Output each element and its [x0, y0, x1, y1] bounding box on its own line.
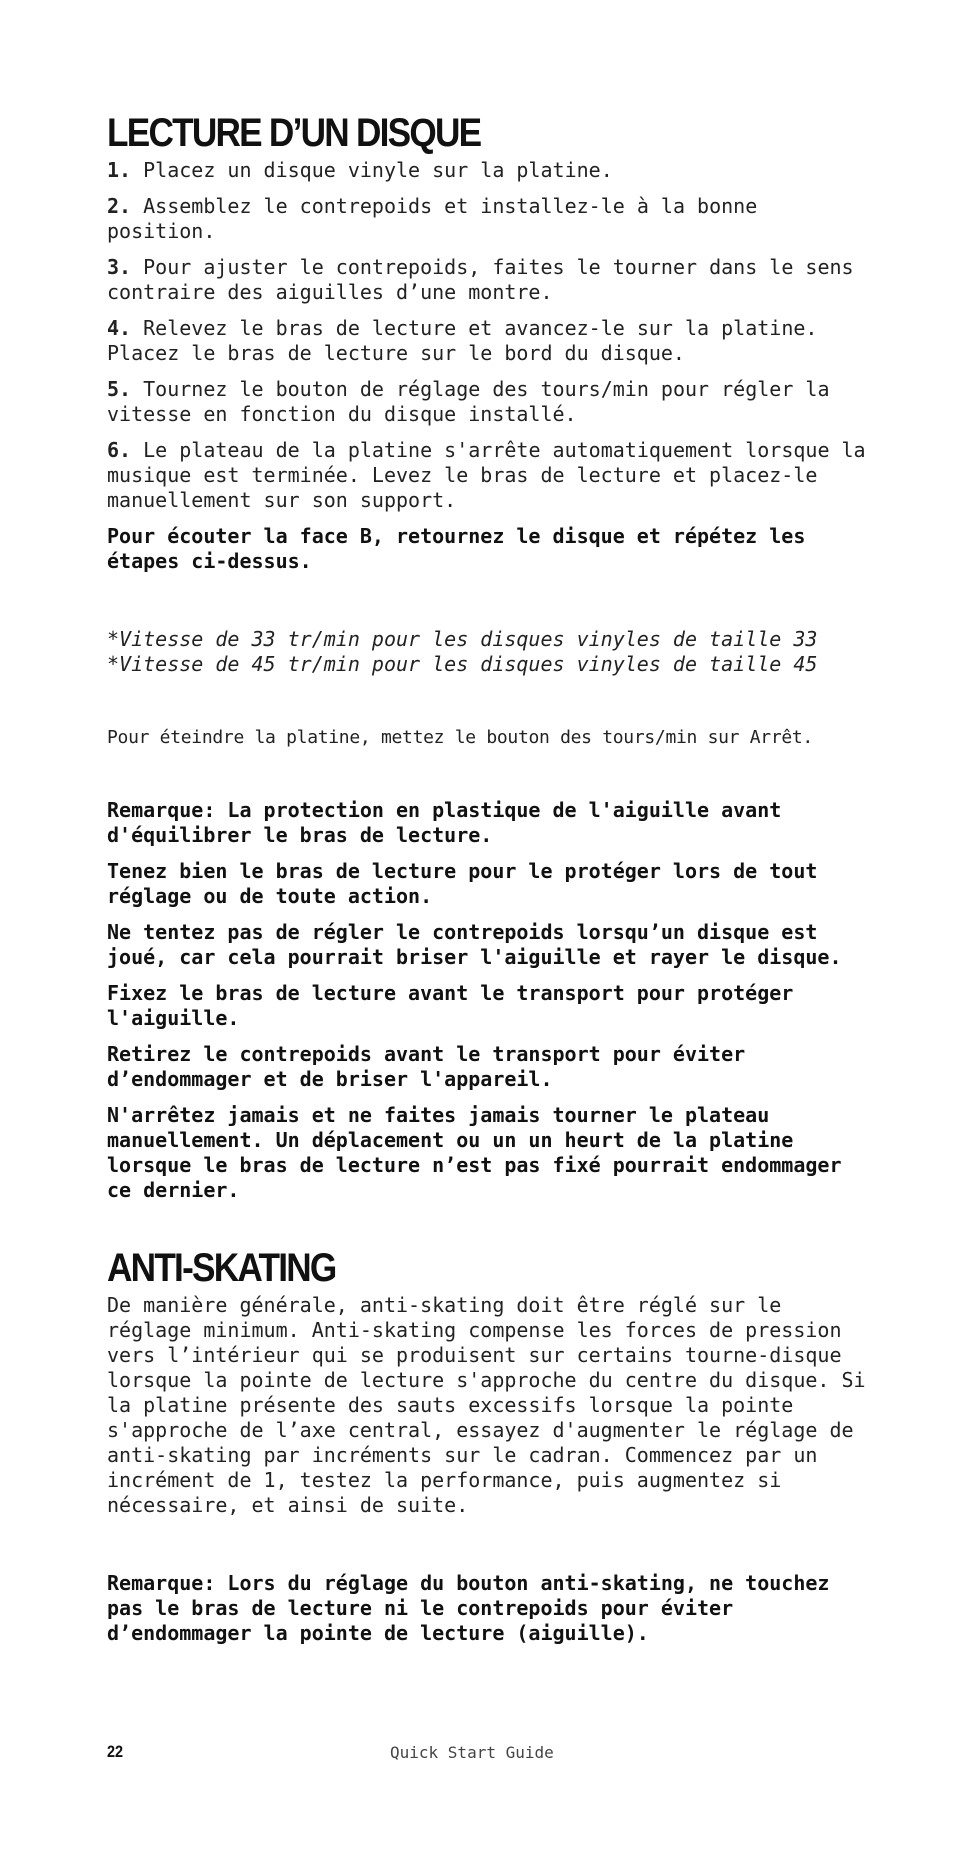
speed-33-note: *Vitesse de 33 tr/min pour les disques vinyles de taille 33 [107, 627, 818, 651]
step-number: 3. [107, 255, 132, 279]
step-text: Placez un disque vinyle sur la platine. [143, 158, 613, 182]
step-3 [107, 255, 867, 305]
step-number: 6. [107, 438, 132, 462]
section-title-playing-record: LECTURE D’UN DISQUE [107, 111, 481, 155]
anti-skating-note: Remarque: Lors du réglage du bouton anti-skating, ne touchez pas le bras de lecture ni le contrepoids pour éviter d’endommager la pointe de lecture (aiguille). [107, 1571, 830, 1645]
step-text: Tournez le bouton de réglage des tours/min pour régler la vitesse en fonction du disque installé. [107, 377, 830, 426]
anti-skating-body: De manière générale, anti-skating doit être réglé sur le réglage minimum. Anti-skating compense les forces de pression vers l’intérieur qui se produisent sur certains tourne-disque lorsque la pointe de lecture s'approche du centre du disque. Si la platine présente des sauts excessifs lorsque la pointe s'approche de l’axe central, essayez d'augmenter le réglage de anti-skating par incréments sur le cadran. Commencez par un incrément de 1, testez la performance, puis augmentez si nécessaire, et ainsi de suite. [107, 1293, 866, 1517]
note-6: N'arrêtez jamais et ne faites jamais tourner le plateau manuellement. Un déplacement ou un un heurt de la platine lorsque le bras de lecture n’est pas fixé pourrait endommager ce dernier. [107, 1103, 842, 1202]
step-4 [107, 316, 867, 366]
step-5 [107, 377, 867, 427]
page-content [107, 108, 867, 1657]
step-text: Pour ajuster le contrepoids, faites le tourner dans le sens contraire des aiguilles d’une montre. [107, 255, 854, 304]
steps-list [107, 158, 867, 1203]
step-number: 5. [107, 377, 132, 401]
page-number: 22 [107, 1742, 124, 1761]
power-off-text: Pour éteindre la platine, mettez le bouton des tours/min sur Arrêt. [107, 727, 813, 748]
step-1 [107, 158, 867, 183]
step-2 [107, 194, 867, 244]
step-number: 4. [107, 316, 132, 340]
note-2: Tenez bien le bras de lecture pour le protéger lors de tout réglage ou de toute action. [107, 859, 818, 908]
speed-45-note: *Vitesse de 45 tr/min pour les disques vinyles de taille 45 [107, 652, 818, 676]
speed-notes [107, 627, 867, 677]
step-number: 1. [107, 158, 132, 182]
section-title-anti-skating: ANTI-SKATING [107, 1246, 336, 1290]
step-text: Assemblez le contrepoids et installez-le à la bonne position. [107, 194, 758, 243]
step-6 [107, 438, 867, 513]
note-4: Fixez le bras de lecture avant le transport pour protéger l'aiguille. [107, 981, 794, 1030]
step-text: Le plateau de la platine s'arrête automatiquement lorsque la musique est terminée. Levez le bras de lecture et placez-le manuellement sur son support. [107, 438, 866, 512]
step-text: Relevez le bras de lecture et avancez-le sur la platine. Placez le bras de lecture sur le bord du disque. [107, 316, 818, 365]
note-3: Ne tentez pas de régler le contrepoids lorsqu’un disque est joué, car cela pourrait briser l'aiguille et rayer le disque. [107, 920, 842, 969]
step-number: 2. [107, 194, 132, 218]
note-5: Retirez le contrepoids avant le transport pour éviter d’endommager et de briser l'appareil. [107, 1042, 746, 1091]
note-1: Remarque: La protection en plastique de l'aiguille avant d'équilibrer le bras de lecture. [107, 798, 782, 847]
footer-guide-title: Quick Start Guide [390, 1743, 554, 1762]
face-b-instruction: Pour écouter la face B, retournez le disque et répétez les étapes ci-dessus. [107, 524, 806, 573]
